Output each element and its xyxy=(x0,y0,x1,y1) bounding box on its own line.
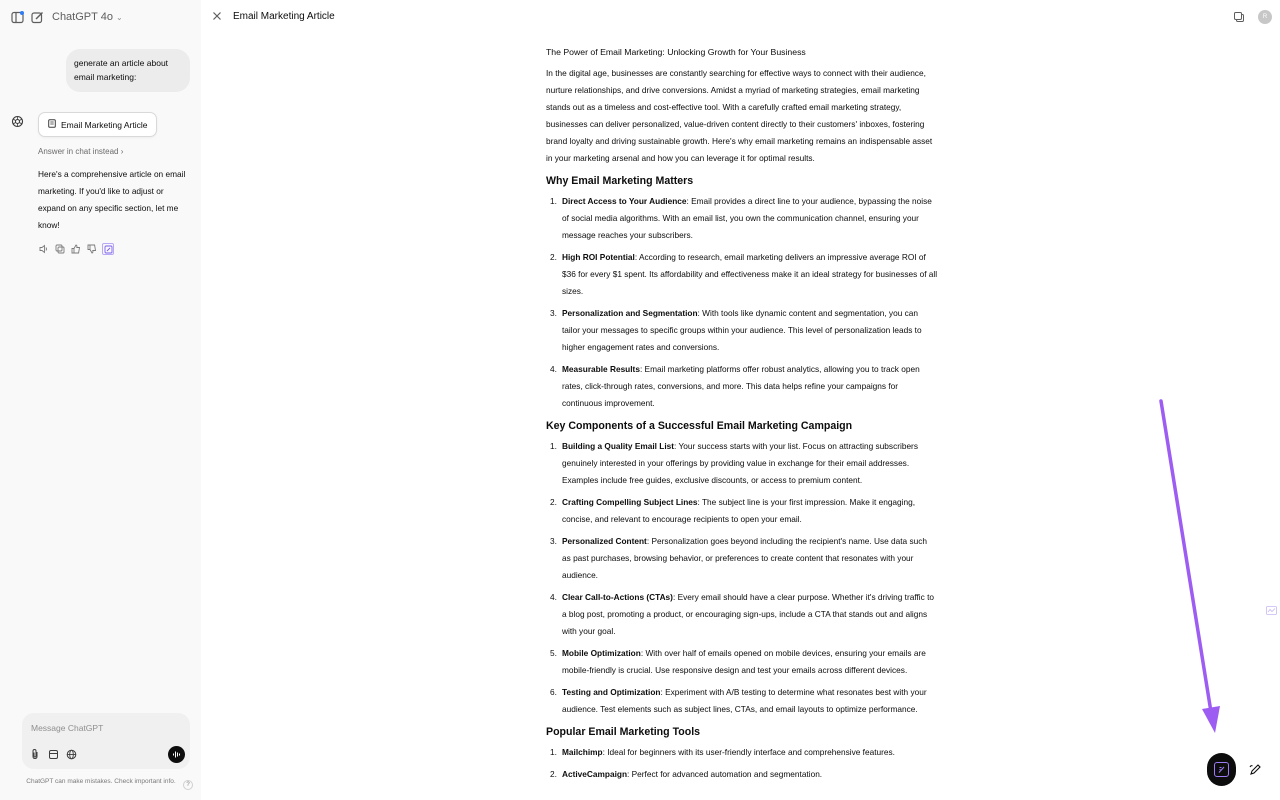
list-item xyxy=(546,744,938,761)
document-sections xyxy=(546,173,938,783)
list-item-term: ActiveCampaign xyxy=(562,769,628,779)
list-number: 2. xyxy=(550,497,557,507)
chat-panel xyxy=(0,0,201,800)
voice-mode-button[interactable] xyxy=(168,746,185,763)
document-body[interactable] xyxy=(546,44,938,788)
list-item-term: Mobile Optimization xyxy=(562,648,641,658)
side-feedback-icon[interactable] xyxy=(1264,603,1278,617)
list-item-term: Mailchimp xyxy=(562,747,603,757)
toggle-sidebar-icon[interactable] xyxy=(8,8,26,26)
voice-icon xyxy=(172,750,181,759)
list-number: 3. xyxy=(550,536,557,546)
list-item xyxy=(546,305,938,356)
list-item xyxy=(546,533,938,584)
list-item-term: Building a Quality Email List xyxy=(562,441,675,451)
attach-icon[interactable] xyxy=(28,747,42,761)
avatar[interactable]: R xyxy=(1258,10,1272,24)
list-number: 4. xyxy=(550,364,557,374)
list-item-term: High ROI Potential xyxy=(562,252,635,262)
read-aloud-icon[interactable] xyxy=(38,243,50,255)
list-number: 1. xyxy=(550,441,557,451)
list-item-text: : Personalization goes beyond including the recipient's name. Use data such as past purchases, browsing behavior, or preferences to create content that resonates with your audience. xyxy=(562,536,927,580)
pencil-icon xyxy=(1248,763,1262,777)
list-item-text: : With tools like dynamic content and segmentation, you can tailor your messages to specific groups within your audience. This level of personalization leads to higher engagement rates and conversions. xyxy=(562,308,922,352)
section-heading: Why Email Marketing Matters xyxy=(546,175,694,187)
answer-in-chat-link[interactable] xyxy=(38,147,123,156)
list-item-term: Testing and Optimization xyxy=(562,687,661,697)
list-item xyxy=(546,589,938,640)
list-number: 4. xyxy=(550,592,557,602)
list-item xyxy=(546,645,938,679)
list-item xyxy=(546,193,938,244)
thumbs-down-icon[interactable] xyxy=(86,243,98,255)
list-item-text: : With over half of emails opened on mobile devices, ensuring your emails are mobile-friendly is crucial. Use responsive design and test your emails across different devices. xyxy=(562,648,926,675)
list-item-term: Personalization and Segmentation xyxy=(562,308,698,318)
copy-document-icon[interactable] xyxy=(1232,10,1246,24)
copy-icon[interactable] xyxy=(54,243,66,255)
list-item-text: : Ideal for beginners with its user-friendly interface and comprehensive features. xyxy=(602,747,895,757)
list-number: 2. xyxy=(550,252,557,262)
list-item-text: : Your success starts with your list. Focus on attracting subscribers genuinely interested in your offerings by providing value in exchange for their email addresses. Examples include free guides, exclusive discounts, or access to premium content. xyxy=(562,441,918,485)
list-number: 2. xyxy=(550,769,557,779)
numbered-list xyxy=(546,744,938,783)
list-item xyxy=(546,494,938,528)
document-intro: In the digital age, businesses are constantly searching for effective ways to connect with their audience, nurture relationships, and drive conversions. Amidst a myriad of marketing strategies, email marketing stands out as a timeless and cost-effective tool. With a carefully crafted email marketing strategy, businesses can deliver personalized, value-driven content directly to their customers' inboxes, fostering brand loyalty and driving sustainable growth. Here's why email marketing remains an indispensable asset in your marketing arsenal and how you can leverage it for optimal results. xyxy=(546,68,933,163)
list-item-text: : Every email should have a clear purpose. Whether it's driving traffic to a blog post, promoting a product, or encouraging sign-ups, include a CTA that stands out and aligns with your goal. xyxy=(562,592,935,636)
model-name-label: ChatGPT 4o xyxy=(52,11,113,23)
message-input[interactable] xyxy=(31,721,181,735)
chevron-down-icon: ⌄ xyxy=(115,12,123,22)
tools-icon[interactable] xyxy=(46,747,60,761)
list-item-term: Clear Call-to-Actions (CTAs) xyxy=(562,592,673,602)
chat-header xyxy=(0,0,201,34)
assistant-message: Here's a comprehensive article on email marketing. If you'd like to adjust or expand on any specific section, let me know! xyxy=(38,169,186,230)
list-number: 1. xyxy=(550,747,557,757)
numbered-list xyxy=(546,193,938,412)
canvas-panel xyxy=(201,0,1280,800)
numbered-list xyxy=(546,438,938,718)
suggest-edits-button[interactable] xyxy=(1243,758,1267,782)
document-heading: The Power of Email Marketing: Unlocking Growth for Your Business xyxy=(546,47,806,57)
section-heading: Popular Email Marketing Tools xyxy=(546,726,701,738)
list-number: 1. xyxy=(550,196,557,206)
open-canvas-label: Email Marketing Article xyxy=(61,119,148,130)
list-item-term: Measurable Results xyxy=(562,364,640,374)
list-item xyxy=(546,684,938,718)
document-icon xyxy=(48,119,56,130)
chatgpt-logo-icon xyxy=(11,115,24,128)
globe-icon[interactable] xyxy=(64,747,78,761)
canvas-mode-icon xyxy=(1214,762,1229,777)
list-item-text: : Experiment with A/B testing to determine what resonates best with your audience. Test elements such as subject lines, CTAs, and email layouts to optimize performance. xyxy=(562,687,927,714)
answer-in-chat-label: Answer in chat instead xyxy=(38,147,119,156)
list-item xyxy=(546,766,938,783)
chevron-right-icon: › xyxy=(120,147,124,156)
open-canvas-button[interactable] xyxy=(38,112,157,137)
model-selector[interactable] xyxy=(52,11,123,23)
list-item-term: Direct Access to Your Audience xyxy=(562,196,687,206)
canvas-header xyxy=(201,0,1280,34)
close-icon[interactable] xyxy=(210,9,224,23)
canvas-title: Email Marketing Article xyxy=(233,11,335,22)
list-item-text: : Email provides a direct line to your audience, bypassing the noise of social media algorithms. With an email list, you own the communication channel, ensuring your message reaches your subscribers. xyxy=(562,196,932,240)
list-item-text: : According to research, email marketing delivers an impressive average ROI of $36 for every $1 spent. Its affordability and effectiveness make it an ideal strategy for businesses of all sizes. xyxy=(562,252,938,296)
list-item-text: : Perfect for advanced automation and segmentation. xyxy=(627,769,823,779)
list-item-term: Personalized Content xyxy=(562,536,647,546)
list-item xyxy=(546,361,938,412)
list-number: 6. xyxy=(550,687,557,697)
user-message-bubble: generate an article about email marketing: xyxy=(66,49,190,92)
disclaimer-text: ChatGPT can make mistakes. Check important info. xyxy=(26,778,176,785)
list-item-text: : The subject line is your first impression. Make it engaging, concise, and relevant to encourage recipients to open your email. xyxy=(562,497,916,524)
list-item xyxy=(546,249,938,300)
list-item-text: : Email marketing platforms offer robust analytics, allowing you to track open rates, click-through rates, conversions, and more. This data helps refine your campaigns for continuous improvement. xyxy=(562,364,920,408)
list-item-term: Crafting Compelling Subject Lines xyxy=(562,497,698,507)
new-chat-icon[interactable] xyxy=(28,8,46,26)
message-composer xyxy=(22,713,190,769)
message-actions xyxy=(38,243,114,255)
section-heading: Key Components of a Successful Email Marketing Campaign xyxy=(546,420,853,432)
thumbs-up-icon[interactable] xyxy=(70,243,82,255)
help-button[interactable]: ? xyxy=(183,780,193,790)
list-number: 3. xyxy=(550,308,557,318)
list-item xyxy=(546,438,938,489)
list-number: 5. xyxy=(550,648,557,658)
canvas-toggle-button[interactable] xyxy=(1207,753,1236,786)
canvas-icon[interactable] xyxy=(102,243,114,255)
